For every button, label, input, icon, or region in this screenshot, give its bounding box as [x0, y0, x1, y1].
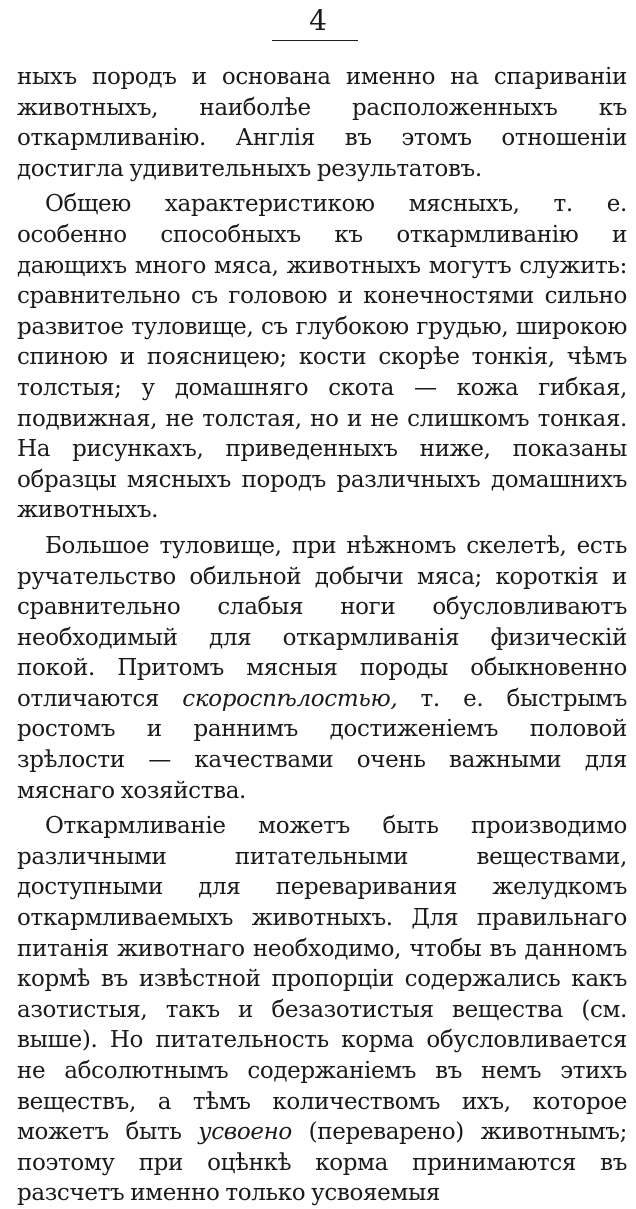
paragraph-text: Общею характеристикою мясныхъ, т. е. особенно способныхъ къ откармливанію и дающихъ много мяса, животныхъ могутъ служить: сравнительно съ головою и конечностями сильно развитое туловище, съ глубокою грудью, широкою спиною и поясницею; кости скорѣе тонкія, чѣмъ толстыя; у домашняго скота — кожа гибкая, подвижная, не толстая, но и не слишкомъ тонкая. На рисункахъ, приведенныхъ ниже, показаны образцы мясныхъ породъ различныхъ домашнихъ животныхъ.: [17, 191, 627, 524]
italic-text: усвоено: [198, 1119, 292, 1146]
paragraph-text: ныхъ породъ и основана именно на спариваніи животныхъ, наиболѣе расположенныхъ къ откармливанію. Англія въ этомъ отношеніи достигла удивительныхъ результатовъ.: [17, 64, 627, 182]
paragraph: [17, 811, 627, 1209]
paragraph-text: Большое туловище, при нѣжномъ скелетѣ, есть ручательство обильной добычи мяса; короткія и сравнительно слабыя ноги обусловливаютъ необходимый для откармливанія физическій покой. Притомъ мясныя породы обыкновенно отличаются: [17, 532, 627, 712]
paragraph: [17, 189, 627, 526]
paragraph-text: Откармливаніе можетъ быть производимо различными питательными веществами, доступными для переваривания желудкомъ откармливаемыхъ животныхъ. Для правильнаго питанія животнаго необходимо, чтобы въ данномъ кормѣ въ извѣстной пропорціи содержались какъ азотистыя, такъ и безазотистыя вещества (см. выше). Но питательность корма обусловливается не абсолютнымъ содержаніемъ въ немъ этихъ веществъ, а тѣмъ количествомъ ихъ, которое можетъ быть: [17, 813, 627, 1146]
paragraph-text: т. е. быстрымъ ростомъ и раннимъ достиженіемъ половой зрѣлости — качествами очень важными для мяснаго хозяйства.: [17, 685, 628, 804]
page-number: 4: [309, 4, 327, 37]
body-text: [17, 62, 627, 1209]
paragraph-text: (переварено) животнымъ; поэтому при оцѣнкѣ корма принимаются въ разсчетъ именно только усвояемыя: [17, 1119, 627, 1207]
italic-text: скороспѣлостью,: [182, 685, 398, 712]
paragraph: [17, 62, 627, 184]
paragraph: [17, 531, 627, 806]
header-rule: [272, 40, 358, 41]
